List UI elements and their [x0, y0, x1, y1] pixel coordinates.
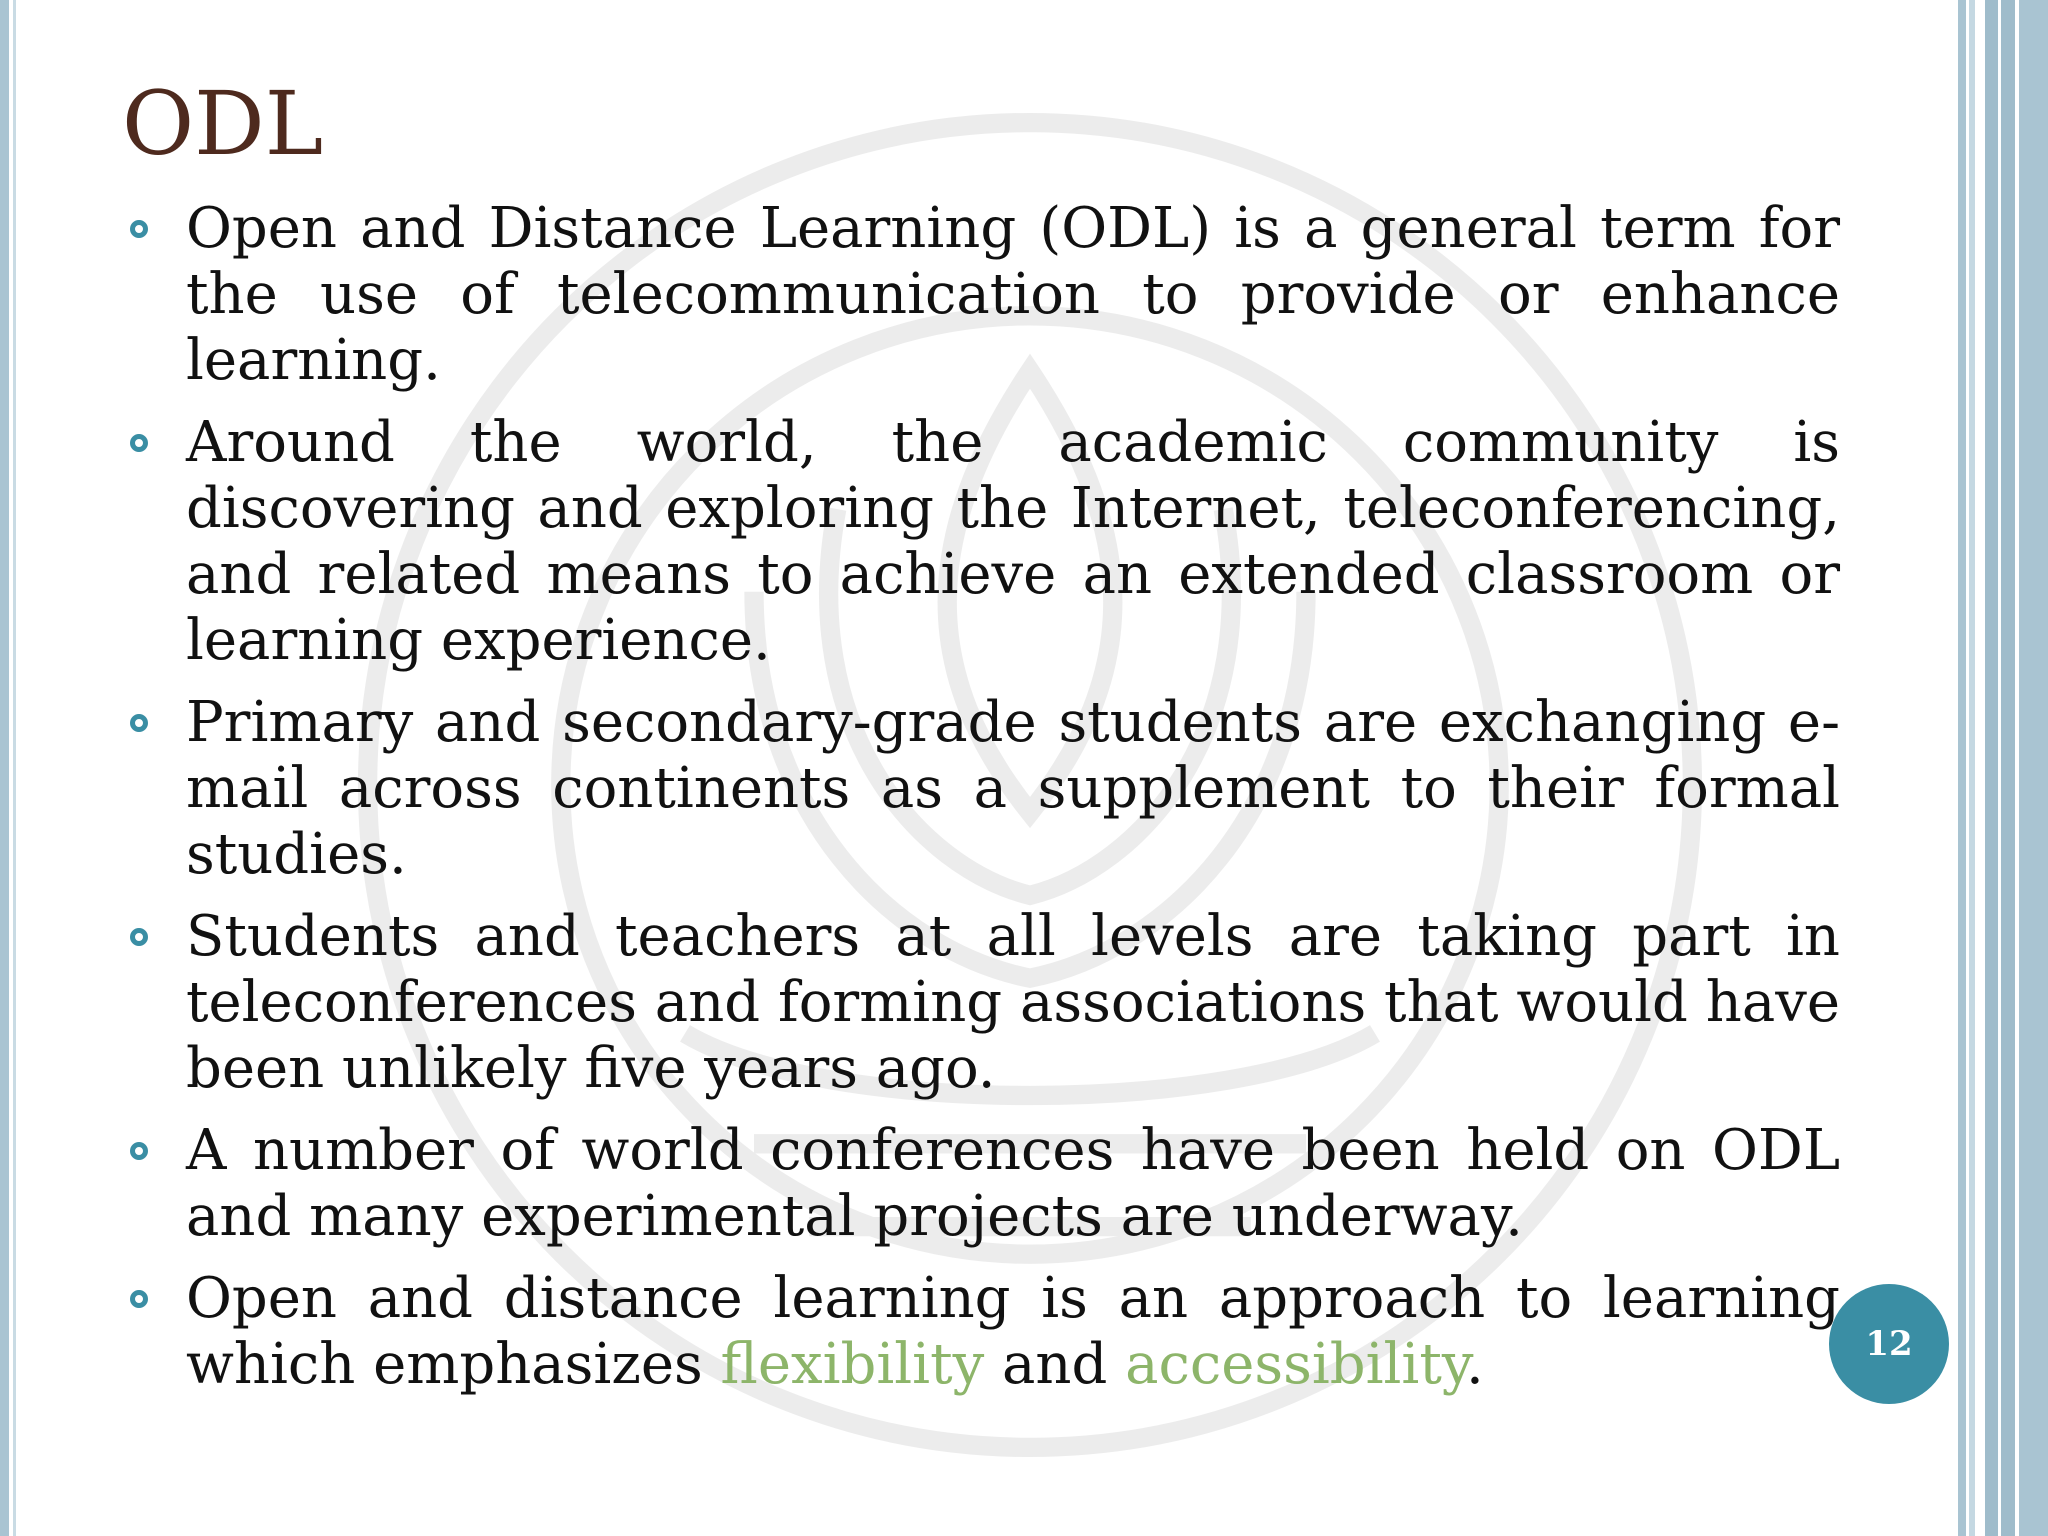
bullet-text-prefix: Open and distance learning is an approach to learning which emphasizes — [186, 1266, 1840, 1397]
bullet-text: Students and teachers at all levels are taking part in teleconferences and forming associations that would have been unlikely five years ago. — [186, 904, 1840, 1101]
bullet-text — [186, 1266, 1840, 1398]
bullet-text: A number of world conferences have been held on ODL and many experimental projects are underway. — [186, 1118, 1840, 1249]
circle-bullet-icon — [130, 928, 148, 946]
bullet-item — [130, 1118, 1840, 1250]
bullet-item — [130, 196, 1840, 394]
circle-bullet-icon — [130, 714, 148, 732]
circle-bullet-icon — [130, 434, 148, 452]
circle-bullet-icon — [130, 220, 148, 238]
circle-bullet-icon — [130, 1290, 148, 1308]
bullet-item — [130, 410, 1840, 674]
bullet-item — [130, 1266, 1840, 1398]
circle-bullet-icon — [130, 1142, 148, 1160]
left-border-stripe — [13, 0, 16, 1536]
bullet-text: Primary and secondary-grade students are exchanging e-mail across continents as a supplement to their formal studies. — [186, 690, 1840, 887]
bullet-list — [130, 196, 1840, 1414]
right-border-stripe — [1958, 0, 1966, 1536]
bullet-item — [130, 690, 1840, 888]
page-number-badge: 12 — [1829, 1284, 1949, 1404]
right-border-stripe — [2001, 0, 2015, 1536]
highlight-accessibility: accessibility — [1125, 1332, 1467, 1397]
bullet-text: Around the world, the academic community is discovering and exploring the Internet, teleconferencing, and related means to achieve an extended classroom or learning experience. — [186, 410, 1840, 673]
highlight-flexibility: flexibility — [720, 1332, 985, 1397]
right-border-stripe — [1969, 0, 1975, 1536]
right-border-stripe — [2019, 0, 2048, 1536]
slide-title: ODL — [122, 72, 324, 175]
bullet-text: Open and Distance Learning (ODL) is a general term for the use of telecommunication to provide or enhance learning. — [186, 196, 1840, 393]
left-border-stripe — [0, 0, 9, 1536]
bullet-item — [130, 904, 1840, 1102]
right-border-stripe — [1985, 0, 1998, 1536]
bullet-text-suffix: . — [1466, 1332, 1484, 1397]
bullet-text-middle: and — [984, 1332, 1126, 1397]
